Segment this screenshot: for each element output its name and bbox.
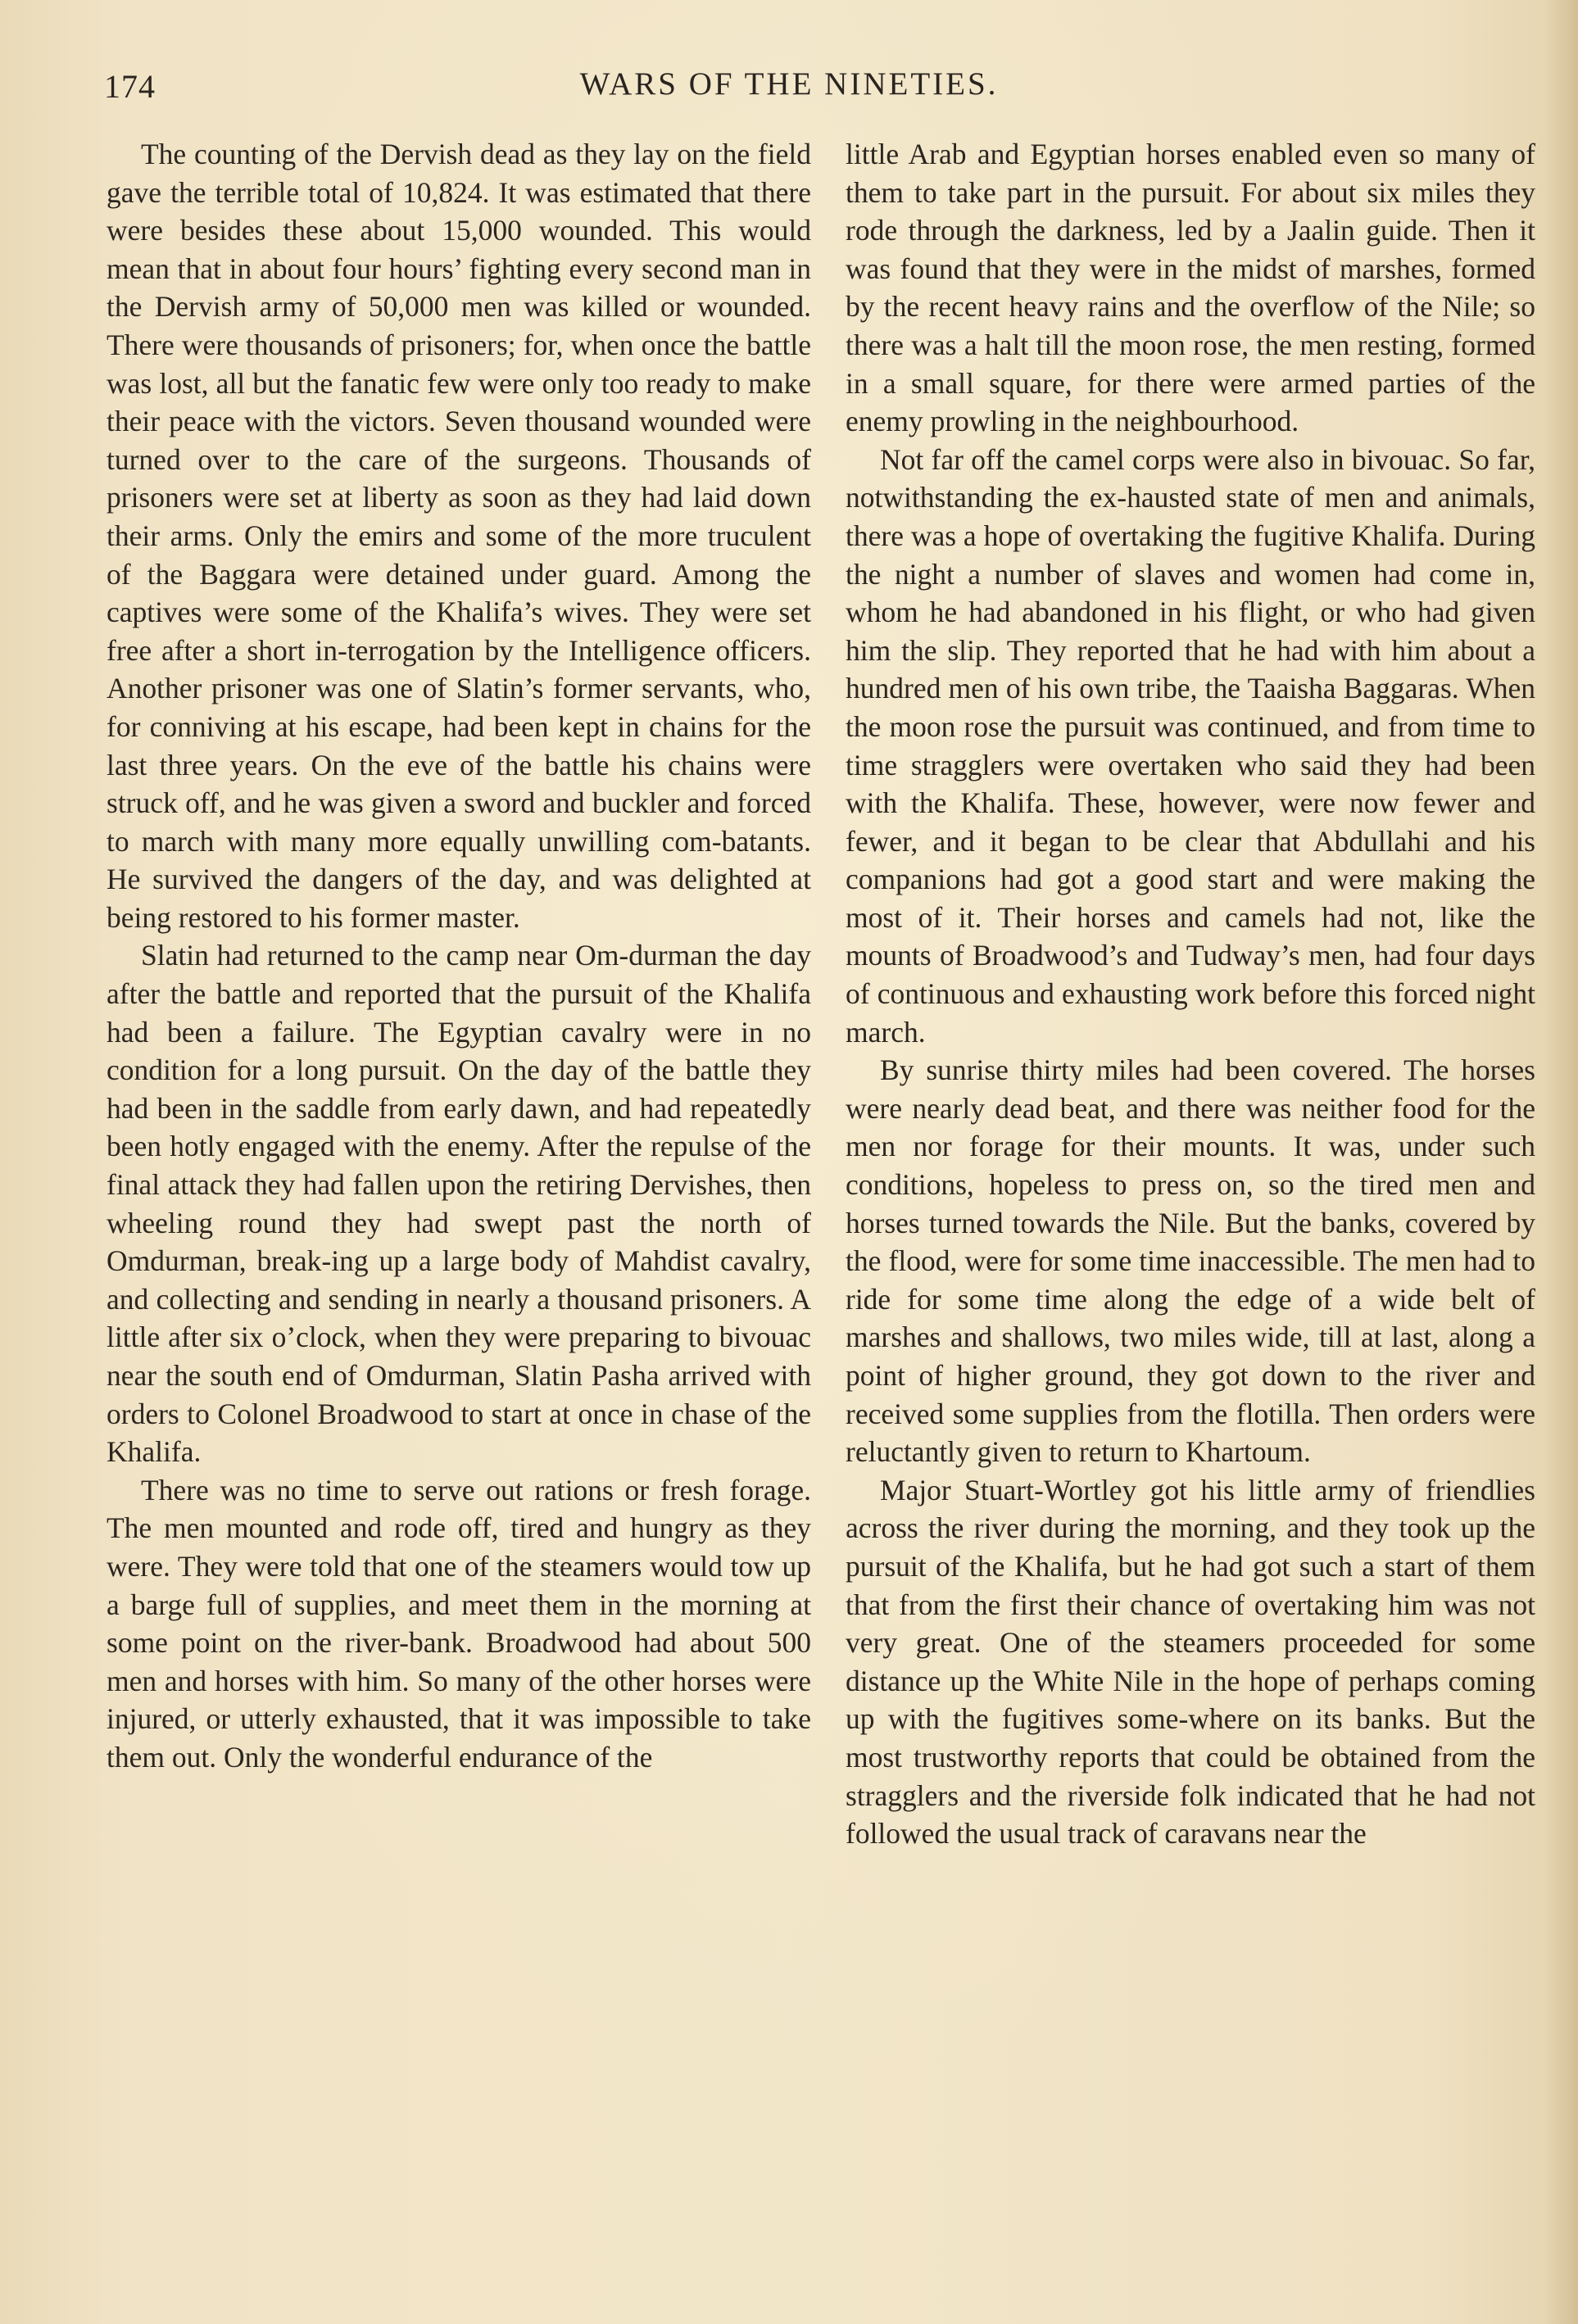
right-column (846, 135, 1535, 1853)
paragraph: Not far off the camel corps were also in bivouac. So far, notwithstanding the ex-hausted state of men and animals, there was a hope of overtaking the fugitive Khalifa. During the night a number of slaves and women had come in, whom he had abandoned in his flight, or who had given him the slip. They reported that he had with him about a hundred men of his own tribe, the Taaisha Baggaras. When the moon rose the pursuit was continued, and from time to time stragglers were overtaken who said they had been with the Khalifa. These, however, were now fewer and fewer, and it began to be clear that Abdullahi and his companions had got a good start and were making the most of it. Their horses and camels had not, like the mounts of Broadwood’s and Tudway’s men, had four days of continuous and exhausting work before this forced night march. (846, 442, 1535, 1049)
paragraph-continued: little Arab and Egyptian horses enabled even so many of them to take part in the pursuit. For about six miles they rode through the darkness, led by a Jaalin guide. Then it was found that they were in the midst of marshes, formed by the recent heavy rains and the overflow of the Nile; so there was a halt till the moon rose, the men resting, formed in a small square, for there were armed parties of the enemy prowling in the neighbourhood. (846, 138, 1535, 438)
paragraph: There was no time to serve out rations or fresh forage. The men mounted and rode off, tired and hungry as they were. They were told that one of the steamers would tow up a barge full of supplies, and meet them in the morning at some point on the river-bank. Broadwood had about 500 men and horses with him. So many of the other horses were injured, or utterly exhausted, that it was impossible to take them out. Only the wonderful endurance of the (107, 1473, 811, 1774)
paragraph: Slatin had returned to the camp near Om-durman the day after the battle and reported that the pursuit of the Khalifa had been a failure. The Egyptian cavalry were in no condition for a long pursuit. On the day of the battle they had been in the saddle from early dawn, and had repeatedly been hotly engaged with the enemy. After the repulse of the final attack they had fallen upon the retiring Dervishes, then wheeling round they had swept past the north of Omdurman, break-ing up a large body of Mahdist cavalry, and collecting and sending in nearly a thousand prisoners. A little after six o’clock, when they were preparing to bivouac near the south end of Omdurman, Slatin Pasha arrived with orders to Colonel Broadwood to start at once in chase of the Khalifa. (107, 939, 811, 1469)
paragraph: By sunrise thirty miles had been covered. The horses were nearly dead beat, and there was neither food for the men nor forage for their mounts. It was, under such conditions, hopeless to press on, so the tired men and horses turned towards the Nile. But the banks, covered by the flood, were for some time inaccessible. The men had to ride for some time along the edge of a wide belt of marshes and shallows, two miles wide, till at last, along a point of higher ground, they got down to the river and received some supplies from the flotilla. Then orders were reluctantly given to return to Khartoum. (846, 1053, 1535, 1469)
running-head: WARS OF THE NINETIES. (579, 66, 999, 102)
page-number: 174 (104, 68, 156, 105)
page-header (0, 66, 1578, 115)
paragraph: Major Stuart-Wortley got his little army of friendlies across the river during the morning, and they took up the pursuit of the Khalifa, but he had got such a start of them that from the first their chance of overtaking him was not very great. One of the steamers proceeded for some distance up the White Nile in the hope of perhaps coming up with the fugitives some-where on its banks. But the most trustworthy reports that could be obtained from the stragglers and the riverside folk indicated that he had not followed the usual track of caravans near the (846, 1473, 1535, 1851)
page-edge-shading (1545, 0, 1578, 2324)
paragraph: The counting of the Dervish dead as they lay on the field gave the terrible total of 10,824. It was estimated that there were besides these about 15,000 wounded. This would mean that in about four hours’ fighting every second man in the Dervish army of 50,000 men was killed or wounded. There were thousands of prisoners; for, when once the battle was lost, all but the fanatic few were only too ready to make their peace with the victors. Seven thousand wounded were turned over to the care of the surgeons. Thousands of prisoners were set at liberty as soon as they had laid down their arms. Only the emirs and some of the more truculent of the Baggara were detained under guard. Among the captives were some of the Khalifa’s wives. They were set free after a short in-terrogation by the Intelligence officers. Another prisoner was one of Slatin’s former servants, who, for conniving at his escape, had been kept in chains for the last three years. On the eve of the battle his chains were struck off, and he was given a sword and buckler and forced to march with many more equally unwilling com-batants. He survived the dangers of the day, and was delighted at being restored to his former master. (107, 138, 811, 934)
left-column (107, 135, 811, 1777)
